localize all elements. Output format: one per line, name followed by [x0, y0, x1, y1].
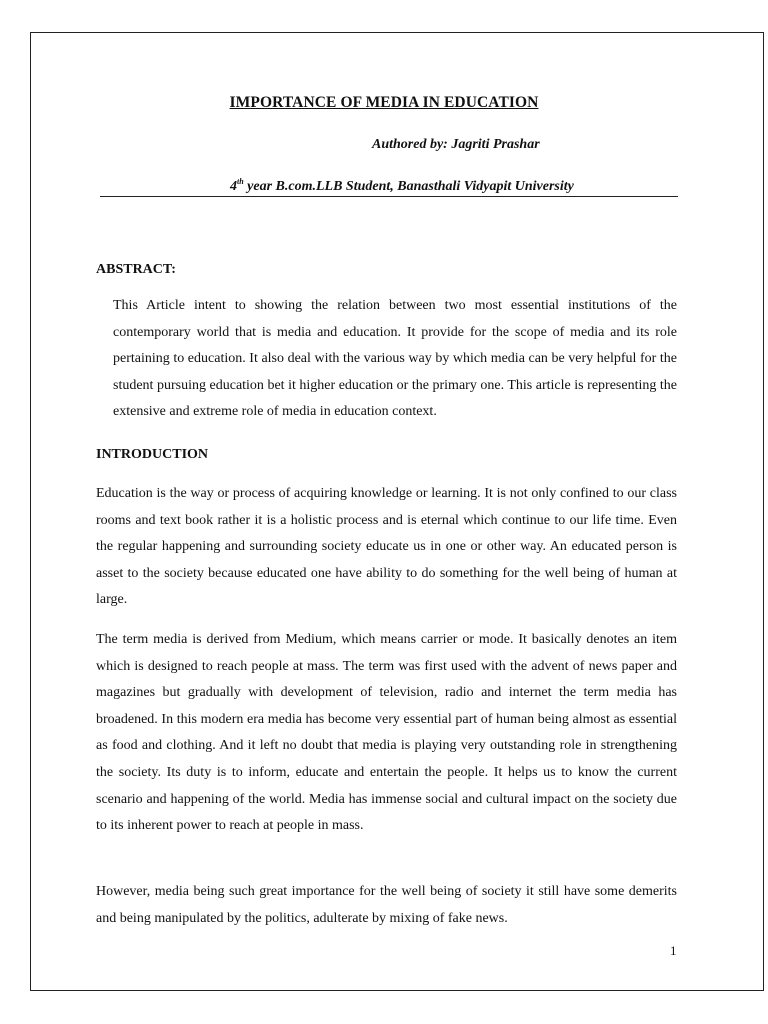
header-divider: [100, 196, 678, 197]
abstract-paragraph: This Article intent to showing the relation between two most essential institutions of the contemporary world that is media and education. It provide for the scope of media and its role pertaining to education. It also deal with the various way by which media can be very helpful for the student pursuing education bet it higher education or the primary one. This article is representing the extensive and extreme role of media in education context.: [113, 298, 677, 420]
page-number: 1: [670, 943, 677, 958]
affiliation-year: 4: [230, 179, 237, 194]
author-byline: Authored by: Jagriti Prashar: [372, 137, 540, 152]
affiliation-text: year B.com.LLB Student, Banasthali Vidyapit University: [243, 179, 574, 194]
introduction-heading: INTRODUCTION: [96, 447, 209, 462]
document-title: IMPORTANCE OF MEDIA IN EDUCATION: [229, 94, 539, 111]
introduction-paragraph-2: The term media is derived from Medium, which means carrier or mode. It basically denotes an item which is designed to reach people at mass. The term was first used with the advent of news paper and magazines but gradually with development of television, radio and internet the term media has broadened. In this modern era media has become very essential part of human being almost as essential as food and clothing. And it left no doubt that media is playing very outstanding role in strengthening the society. Its duty is to inform, educate and entertain the people. It helps us to know the current scenario and happening of the world. Media has immense social and cultural impact on the society due to its inherent power to reach at people in mass.: [96, 632, 677, 834]
introduction-paragraph-3: However, media being such great importance for the well being of society it still have some demerits and being manipulated by the politics, adulterate by mixing of fake news.: [96, 884, 677, 926]
author-affiliation: [230, 177, 574, 195]
introduction-paragraph-1: Education is the way or process of acquiring knowledge or learning. It is not only confined to our class rooms and text book rather it is a holistic process and is eternal which continue to our life time. Even the regular happening and surrounding society educate us in one or other way. An educated person is asset to the society because educated one have ability to do something for the well being of human at large.: [96, 486, 677, 608]
affiliation-ordinal-suffix: th: [237, 177, 244, 186]
abstract-heading: ABSTRACT:: [96, 262, 176, 277]
